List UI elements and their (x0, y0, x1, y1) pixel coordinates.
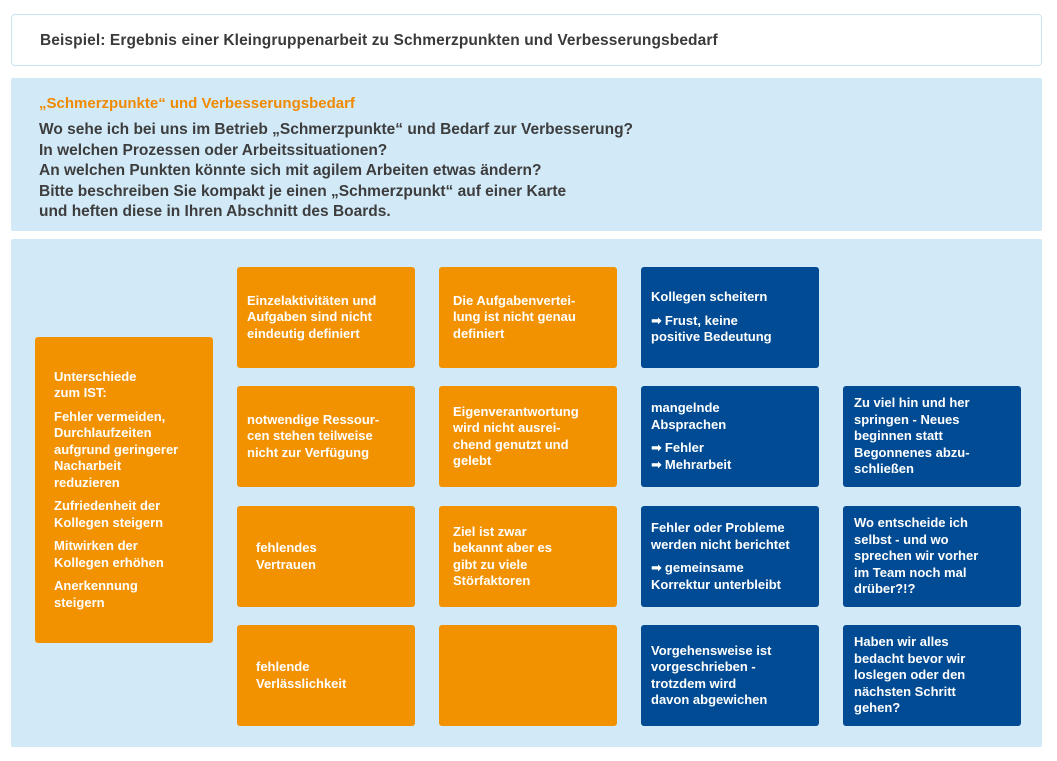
card-line: Mitwirken der (54, 538, 138, 554)
question-text (39, 120, 633, 223)
page-title: Beispiel: Ergebnis einer Kleingruppenarbeit zu Schmerzpunkten und Verbesserungsbedarf (40, 32, 718, 49)
question-line: Wo sehe ich bei uns im Betrieb „Schmerzpunkte“ und Bedarf zur Verbesserung? (39, 121, 634, 138)
card-line: bedacht bevor wir (854, 650, 966, 666)
card-arrow-text: Fehler (664, 440, 704, 455)
card-line: Begonnenes abzu- (854, 444, 970, 460)
card-arrow-text: Frust, keine (664, 312, 738, 328)
card-empty (439, 625, 617, 726)
card-line: steigern (54, 594, 105, 610)
card-line: Wo entscheide ich (854, 515, 968, 531)
card-line: notwendige Ressour- (247, 411, 380, 427)
question-line: Bitte beschreiben Sie kompakt je einen „Schmerzpunkt“ auf einer Karte (39, 182, 567, 200)
card-line: loslegen oder den (854, 667, 966, 683)
question-line: An welchen Punkten könnte sich mit agilem Arbeiten etwas ändern? (39, 162, 542, 179)
arrow-right-icon: ➡ (651, 560, 662, 575)
card-line: nicht zur Verfügung (247, 444, 370, 460)
card-pain-point (641, 506, 819, 607)
arrow-right-icon: ➡ (651, 456, 662, 472)
card-line: gibt zu viele (453, 556, 528, 572)
card-line: zum IST: (54, 385, 107, 401)
card-arrow-text: Mehrarbeit (664, 456, 732, 472)
card-line: mangelnde (651, 400, 720, 415)
card-line: Ziel ist zwar (453, 523, 527, 539)
card-pain-point (843, 386, 1021, 487)
card-pain-point (641, 386, 819, 487)
card-line (651, 457, 811, 474)
card-line: Die Aufgabenvertei- (453, 292, 576, 308)
card-line: Vertrauen (256, 556, 316, 572)
card-line: fehlende (256, 659, 310, 674)
card-line: Aufgaben sind nicht (247, 309, 372, 325)
question-line: In welchen Prozessen oder Arbeitssituationen? (39, 141, 388, 159)
card-line: Vorgehensweise ist (651, 642, 772, 658)
card-line (651, 440, 811, 457)
card-pain-point (843, 506, 1021, 607)
card-line: Haben wir alles (854, 634, 949, 650)
card-pain-point (237, 386, 415, 487)
question-heading: „Schmerzpunkte“ und Verbesserungsbedarf (39, 95, 355, 112)
card-line: drüber?!? (854, 581, 916, 597)
card-line: Absprachen (651, 416, 727, 432)
card-line (651, 560, 811, 577)
card-line: Fehler vermeiden, (54, 408, 166, 424)
card-line: fehlendes (256, 540, 317, 555)
card-pain-point (439, 267, 617, 368)
card-line: werden nicht berichtet (651, 536, 790, 552)
card-line: gehen? (854, 700, 901, 716)
card-pain-point (439, 386, 617, 487)
card-line: vorgeschrieben - (651, 659, 756, 674)
card-line: aufgrund geringerer (54, 441, 179, 457)
card-goals (35, 337, 213, 643)
card-line: chend genutzt und (453, 436, 569, 452)
card-line: Kollegen erhöhen (54, 554, 164, 570)
card-line: Zufriedenheit der (54, 498, 161, 514)
card-line: Kollegen steigern (54, 514, 164, 530)
card-line: schließen (854, 461, 914, 477)
card-line: Unterschiede (54, 368, 137, 384)
card-line: nächsten Schritt (854, 683, 956, 699)
card-line: cen stehen teilweise (247, 428, 373, 444)
card-line: selbst - und wo (854, 531, 949, 547)
card-line: im Team noch mal (854, 564, 967, 580)
card-line: Nacharbeit (54, 458, 122, 474)
card-line: gelebt (453, 453, 492, 468)
card-line (651, 313, 811, 330)
card-line: Kollegen scheitern (651, 289, 768, 305)
arrow-right-icon: ➡ (651, 440, 662, 455)
card-line: trotzdem wird (651, 675, 737, 691)
card-line: Fehler oder Probleme (651, 520, 785, 535)
question-panel (11, 78, 1042, 231)
card-line: springen - Neues (854, 411, 960, 427)
card-line: eindeutig definiert (247, 325, 360, 341)
card-line: sprechen wir vorher (854, 548, 979, 564)
card-pain-point (641, 267, 819, 368)
card-pain-point (641, 625, 819, 726)
card-pain-point (237, 267, 415, 368)
card-line: Eigenverantwortung (453, 403, 579, 419)
card-line: Verlässlichkeit (256, 675, 347, 691)
card-line: davon abgewichen (651, 692, 768, 707)
question-line: und heften diese in Ihren Abschnitt des Boards. (39, 203, 391, 220)
card-pain-point (439, 506, 617, 607)
card-pain-point (237, 625, 415, 726)
card-line: Durchlaufzeiten (54, 425, 152, 441)
card-line: wird nicht ausrei- (453, 420, 561, 435)
card-line: Korrektur unterbleibt (651, 576, 782, 592)
card-line: Zu viel hin und her (854, 395, 970, 411)
card-line: Störfaktoren (453, 573, 531, 588)
card-pain-point (237, 506, 415, 607)
card-line: positive Bedeutung (651, 329, 772, 345)
card-arrow-text: gemeinsame (664, 560, 744, 575)
card-line: bekannt aber es (453, 540, 552, 555)
card-line: definiert (453, 325, 505, 341)
card-line: Anerkennung (54, 578, 138, 594)
arrow-right-icon: ➡ (651, 312, 662, 328)
card-line: beginnen statt (854, 428, 943, 444)
card-line: Einzelaktivitäten und (247, 292, 377, 308)
title-box (11, 14, 1042, 66)
card-line: reduzieren (54, 474, 120, 490)
card-pain-point (843, 625, 1021, 726)
card-line: lung ist nicht genau (453, 309, 576, 325)
